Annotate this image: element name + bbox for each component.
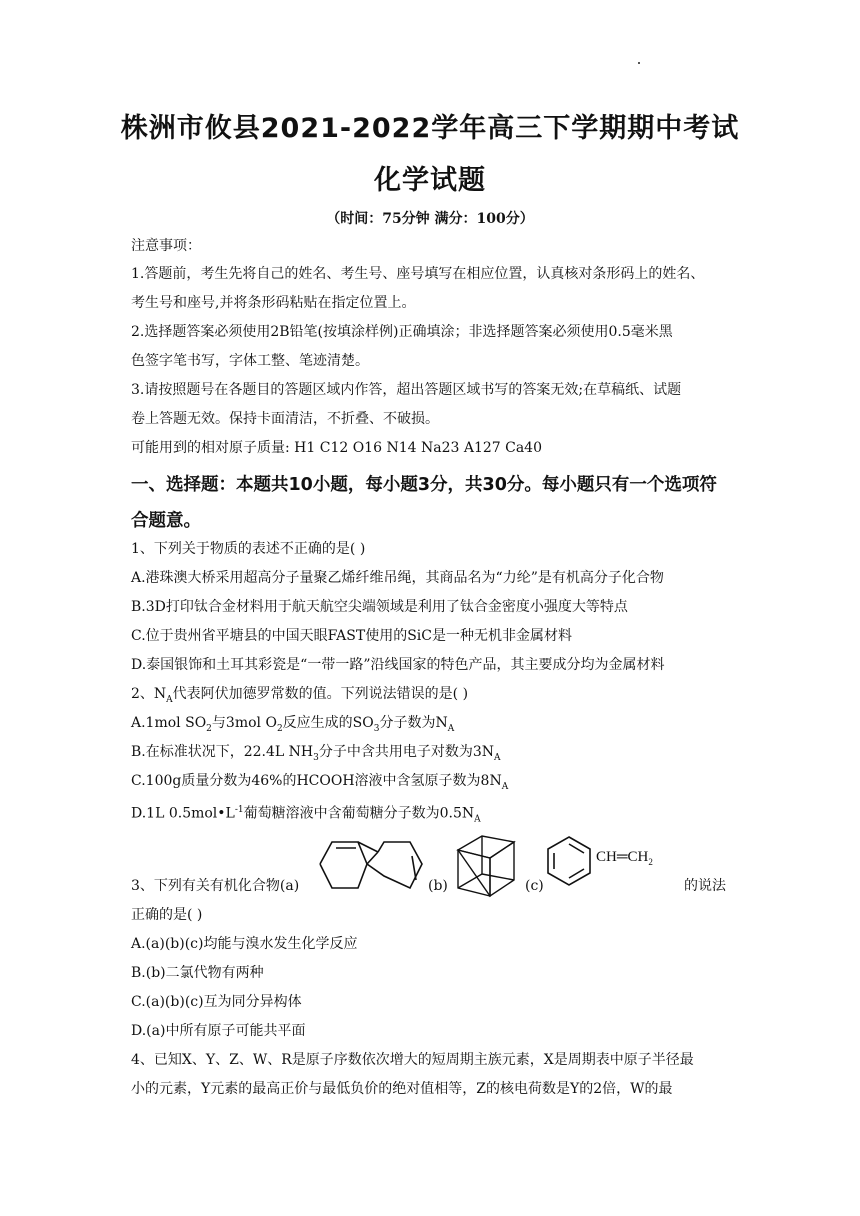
q1-option-d: D.泰国银饰和土耳其彩瓷是“一带一路”沿线国家的特色产品，其主要成分均为金属材料 (131, 657, 665, 673)
exam-title: 株洲市攸县2021-2022学年高三下学期期中考试 (120, 113, 740, 144)
stray-dot (638, 62, 640, 64)
q1-option-c: C.位于贵州省平塘县的中国天眼FAST使用的SiC是一种无机非金属材料 (131, 628, 572, 644)
q3-option-b: B.(b)二氯代物有两种 (131, 965, 264, 981)
note-1b: 考生号和座号,并将条形码粘贴在指定位置上。 (131, 295, 416, 311)
note-2a: 2.选择题答案必须使用2B铅笔(按填涂样例)正确填涂；非选择题答案必须使用0.5毫米黑 (131, 324, 673, 340)
q2-stem: 2、$N_A$代表阿伏加德罗常数的值。下列说法错误的是( ) (131, 686, 469, 705)
note-2b: 色签字笔书写，字体工整、笔迹清楚。 (131, 353, 369, 369)
structure-a-bicyclic (312, 832, 434, 902)
q3-stem-end: 的说法 (684, 878, 726, 894)
q1-option-a: A.港珠澳大桥采用超高分子量聚乙烯纤维吊绳，其商品名为“力纶”是有机高分子化合物 (131, 570, 664, 586)
q4-line-1: 4、已知X、Y、Z、W、R是原子序数依次增大的短周期主族元素，X是周期表中原子半径最 (131, 1052, 694, 1068)
q3-label-b: (b) (428, 878, 448, 894)
q2-option-c: C.100g质量分数为46%的HCOOH溶液中含氢原子数为$8N_A$ (131, 773, 509, 792)
atomic-masses: 可能用到的相对原子质量: H1 C12 O16 N14 Na23 A127 Ca40 (131, 440, 542, 456)
section1-heading-line1: 一、选择题：本题共10小题，每小题3分，共30分。每小题只有一个选项符 (131, 475, 717, 495)
q2-option-b: B.在标准状况下，22.4L $NH_3$分子中含共用电子对数为$3N_A$ (131, 744, 501, 763)
q3-stem-2: 正确的是( ) (131, 907, 203, 923)
q4-line-2: 小的元素，Y元素的最高正价与最低负价的绝对值相等，Z的核电荷数是Y的2倍，W的最 (131, 1081, 673, 1097)
q3-option-a: A.(a)(b)(c)均能与溴水发生化学反应 (131, 936, 358, 952)
section1-heading-line2: 合题意。 (131, 511, 201, 531)
q2-option-d: D.1L $0.5mol•L^{-1}$葡萄糖溶液中含葡萄糖分子数为$0.5N_A$ (131, 805, 481, 825)
q3-label-c: (c) (525, 878, 544, 894)
note-3a: 3.请按照题号在各题目的答题区域内作答，超出答题区域书写的答案无效;在草稿纸、试题 (131, 382, 682, 398)
note-3b: 卷上答题无效。保持卡面清洁，不折叠、不破损。 (131, 411, 439, 427)
exam-subtitle: 化学试题 (374, 165, 486, 196)
time-score-line: （时间：75分钟 满分：100分） (326, 211, 534, 227)
structure-c-benzene-ring (544, 834, 594, 888)
q3-stem-a: 3、下列有关有机化合物(a) (131, 878, 300, 894)
q2-option-a: A.1mol $SO_2$与3mol $O_2$反应生成的$SO_3$分子数为$N_A$ (131, 715, 455, 734)
q3-option-c: C.(a)(b)(c)互为同分异构体 (131, 994, 302, 1010)
vinyl-group-label: $CH═CH_2$ (596, 849, 653, 867)
q1-stem: 1、下列关于物质的表述不正确的是( ) (131, 541, 366, 557)
structure-b-cubane (454, 828, 518, 900)
notes-heading: 注意事项： (131, 238, 201, 254)
note-1a: 1.答题前，考生先将自己的姓名、考生号、座号填写在相应位置，认真核对条形码上的姓名、 (131, 266, 705, 282)
q1-option-b: B.3D打印钛合金材料用于航天航空尖端领域是利用了钛合金密度小强度大等特点 (131, 599, 628, 615)
q3-option-d: D.(a)中所有原子可能共平面 (131, 1023, 306, 1039)
